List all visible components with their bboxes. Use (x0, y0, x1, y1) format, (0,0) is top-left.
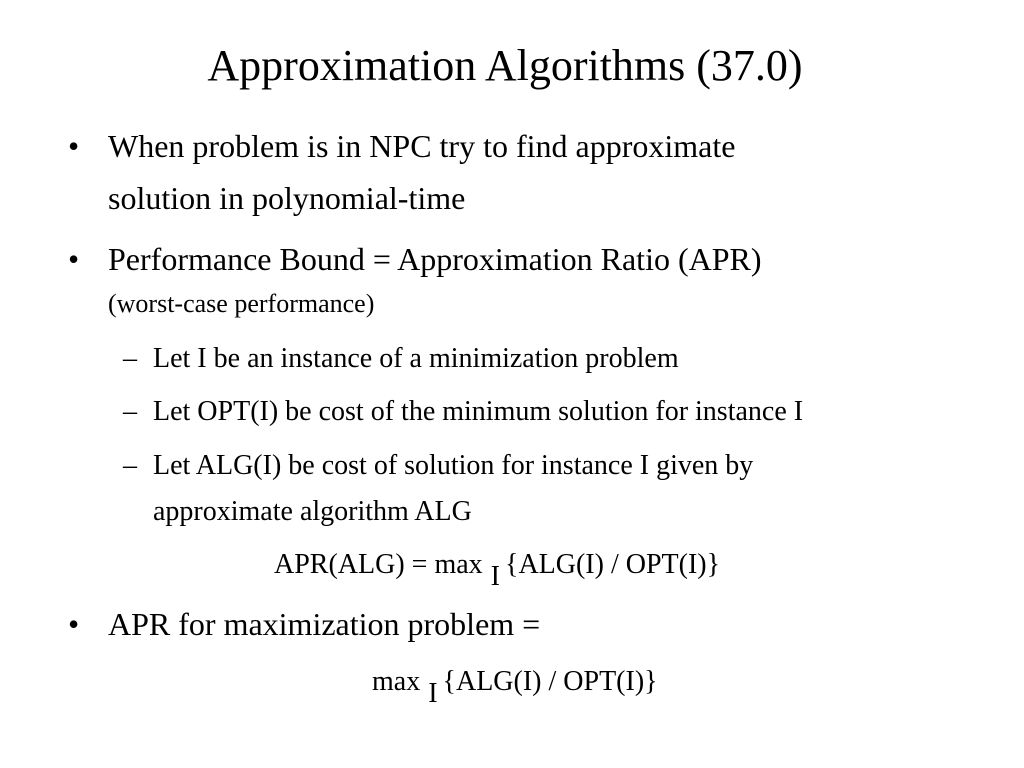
formula-subscript: I (490, 561, 500, 592)
dash-marker: – (123, 396, 137, 427)
bullet-note: (worst-case performance) (108, 289, 375, 318)
bullet-text: Performance Bound = Approximation Ratio (APR) (108, 241, 762, 277)
sub-bullet-item (123, 443, 754, 535)
formula-right: {ALG(I) / OPT(I)} (505, 549, 721, 580)
dash-marker: – (123, 343, 137, 374)
sub-bullet-text: Let I be an instance of a minimization problem (153, 343, 679, 374)
bullet-marker: • (68, 128, 80, 164)
formula-subscript: I (428, 678, 438, 709)
bullet-text-continued: solution in polynomial-time (108, 180, 466, 216)
dash-marker: – (123, 450, 137, 481)
bullet-text: APR for maximization problem = (108, 606, 541, 642)
sub-bullet-item (123, 336, 679, 382)
formula-right: {ALG(I) / OPT(I)} (442, 666, 658, 697)
formula-left: max (372, 666, 421, 697)
bullet-item (68, 120, 736, 224)
formula-left: APR(ALG) = max (274, 549, 483, 580)
slide-title: Approximation Algorithms (37.0) (207, 41, 803, 90)
bullet-marker: • (68, 606, 80, 642)
max-formula (372, 662, 658, 709)
bullet-item (68, 598, 541, 650)
bullet-item (68, 233, 762, 323)
sub-bullet-text: Let ALG(I) be cost of solution for instance I given by (153, 450, 754, 481)
apr-formula (274, 545, 721, 592)
sub-bullet-text-continued: approximate algorithm ALG (153, 496, 472, 527)
sub-bullet-text: Let OPT(I) be cost of the minimum solution for instance I (153, 396, 804, 427)
sub-bullet-item (123, 389, 804, 435)
bullet-text: When problem is in NPC try to find approximate (108, 128, 736, 164)
bullet-marker: • (68, 241, 80, 277)
